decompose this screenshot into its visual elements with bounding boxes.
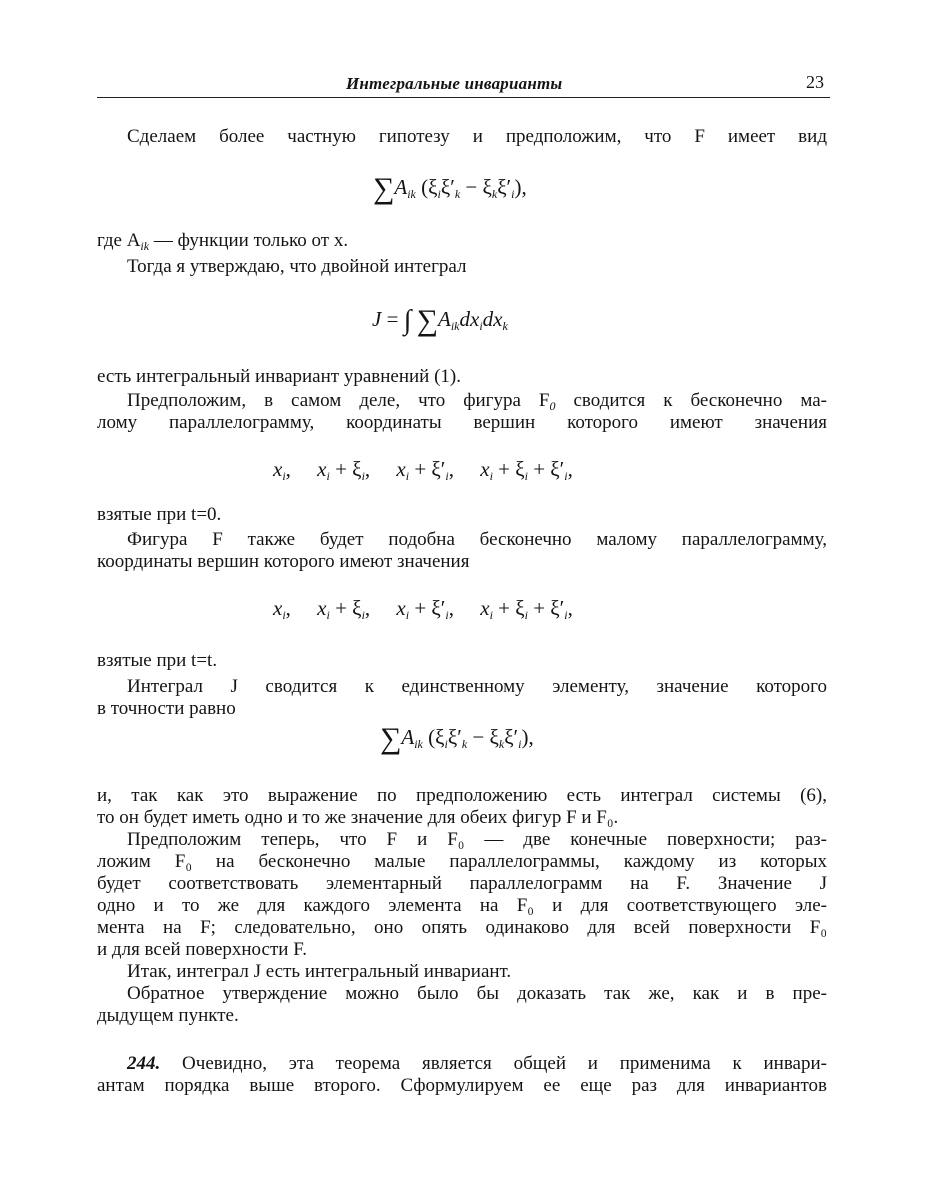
paragraph-line (127, 1053, 827, 1075)
text-line: и, так как это выражение по предположению есть интеграл системы (6), (97, 785, 827, 806)
text-line: и для всей поверхности F. (97, 939, 307, 960)
paragraph-line (127, 126, 827, 148)
formula-vertices-t0: $x_i$, $x_i + \xi_i$, $x_i + \xi'_i$, $x_i + \xi_i + \xi'_i$, (273, 457, 573, 483)
text-line: будет соответствовать элементарный параллелограмм на F. Значение J (97, 873, 827, 894)
paragraph-line (127, 676, 827, 698)
text-line: ложим F₀ на бесконечно малые параллелограммы, каждому из которых (97, 851, 827, 872)
text-line: Итак, интеграл J есть интегральный инвариант. (127, 961, 512, 982)
text-span: Предположим, в самом деле, что фигура F (127, 390, 550, 411)
paragraph-line (97, 366, 461, 388)
paragraph-line (97, 698, 236, 720)
formula-double-integral: J = ∫ $\sum A_{ik}dx_idx_k$ (372, 304, 508, 337)
text-line: Интеграл J сводится к единственному элементу, значение которого (127, 676, 827, 697)
paragraph-line (97, 230, 348, 257)
text-span: Очевидно, эта теорема является общей и применима к инвари- (160, 1053, 827, 1074)
text-line: в точности равно (97, 698, 236, 719)
paragraph-line (97, 939, 307, 961)
paragraph-line (127, 829, 827, 851)
paragraph-line (127, 961, 511, 983)
text-span: сводится к бесконечно ма- (555, 390, 827, 411)
paragraph-line (97, 1075, 827, 1097)
formula-vertices-t: $x_i$, $x_i + \xi_i$, $x_i + \xi'_i$, $x_i + \xi_i + \xi'_i$, (273, 596, 573, 622)
paragraph-line (97, 895, 827, 917)
text-line: взятые при t=0. (97, 504, 222, 525)
paragraph-line (97, 412, 827, 434)
subscript: 0 (549, 399, 556, 413)
page-number: 23 (806, 72, 824, 92)
text-span: — функции только от x. (149, 230, 349, 251)
text-line: одно и то же для каждого элемента на F₀ и для соответствующего эле- (97, 895, 827, 916)
paragraph-line (97, 504, 221, 526)
text-span: где A (97, 230, 141, 251)
text-line: дыдущем пункте. (97, 1005, 239, 1026)
paragraph-line (97, 851, 827, 873)
text-line: Фигура F также будет подобна бесконечно малому параллелограмму, (127, 529, 827, 550)
text-line: антам порядка выше второго. Сформулируем ее еще раз для инвариантов (97, 1075, 827, 1096)
section-number: 244. (127, 1053, 161, 1074)
paragraph-line (97, 650, 217, 672)
text-line: лому параллелограмму, координаты вершин которого имеют значения (97, 412, 827, 433)
text-line: взятые при t=t. (97, 650, 218, 671)
paragraph-line (97, 551, 469, 573)
paragraph-line (97, 1005, 239, 1027)
paragraph-line (97, 785, 827, 807)
paragraph-line (127, 256, 466, 278)
paragraph-line (97, 917, 827, 939)
text-line: Обратное утверждение можно было бы доказать так же, как и в пре- (127, 983, 827, 1004)
text-line (127, 1053, 827, 1075)
text-line: координаты вершин которого имеют значения (97, 551, 470, 572)
subscript: ik (140, 239, 150, 253)
paragraph-line (97, 873, 827, 895)
paragraph-line (97, 807, 618, 829)
text-line: Тогда я утверждаю, что двойной интеграл (127, 256, 467, 277)
formula-single-element: $\sum A_{ik}$ $(\xi_i\xi'_k - \xi_k\xi'_i)$, (380, 722, 534, 755)
running-header-title: Интегральные инварианты (346, 74, 563, 93)
text-line: есть интегральный инвариант уравнений (1). (97, 366, 461, 387)
paragraph-line (127, 529, 827, 551)
text-line: Предположим теперь, что F и F₀ — две конечные поверхности; раз- (127, 829, 827, 850)
paragraph-line (127, 983, 827, 1005)
formula-sum-aik: $\sum A_{ik}$ $(\xi_i\xi'_k - \xi_k\xi'_i)$, (373, 172, 527, 205)
text-line: мента на F; следовательно, оно опять одинаково для всей поверхности F₀ (97, 917, 827, 938)
text-line: то он будет иметь одно и то же значение для обеих фигур F и F₀. (97, 807, 619, 828)
header-rule (97, 97, 830, 98)
text-line: Сделаем более частную гипотезу и предположим, что F имеет вид (127, 126, 827, 147)
